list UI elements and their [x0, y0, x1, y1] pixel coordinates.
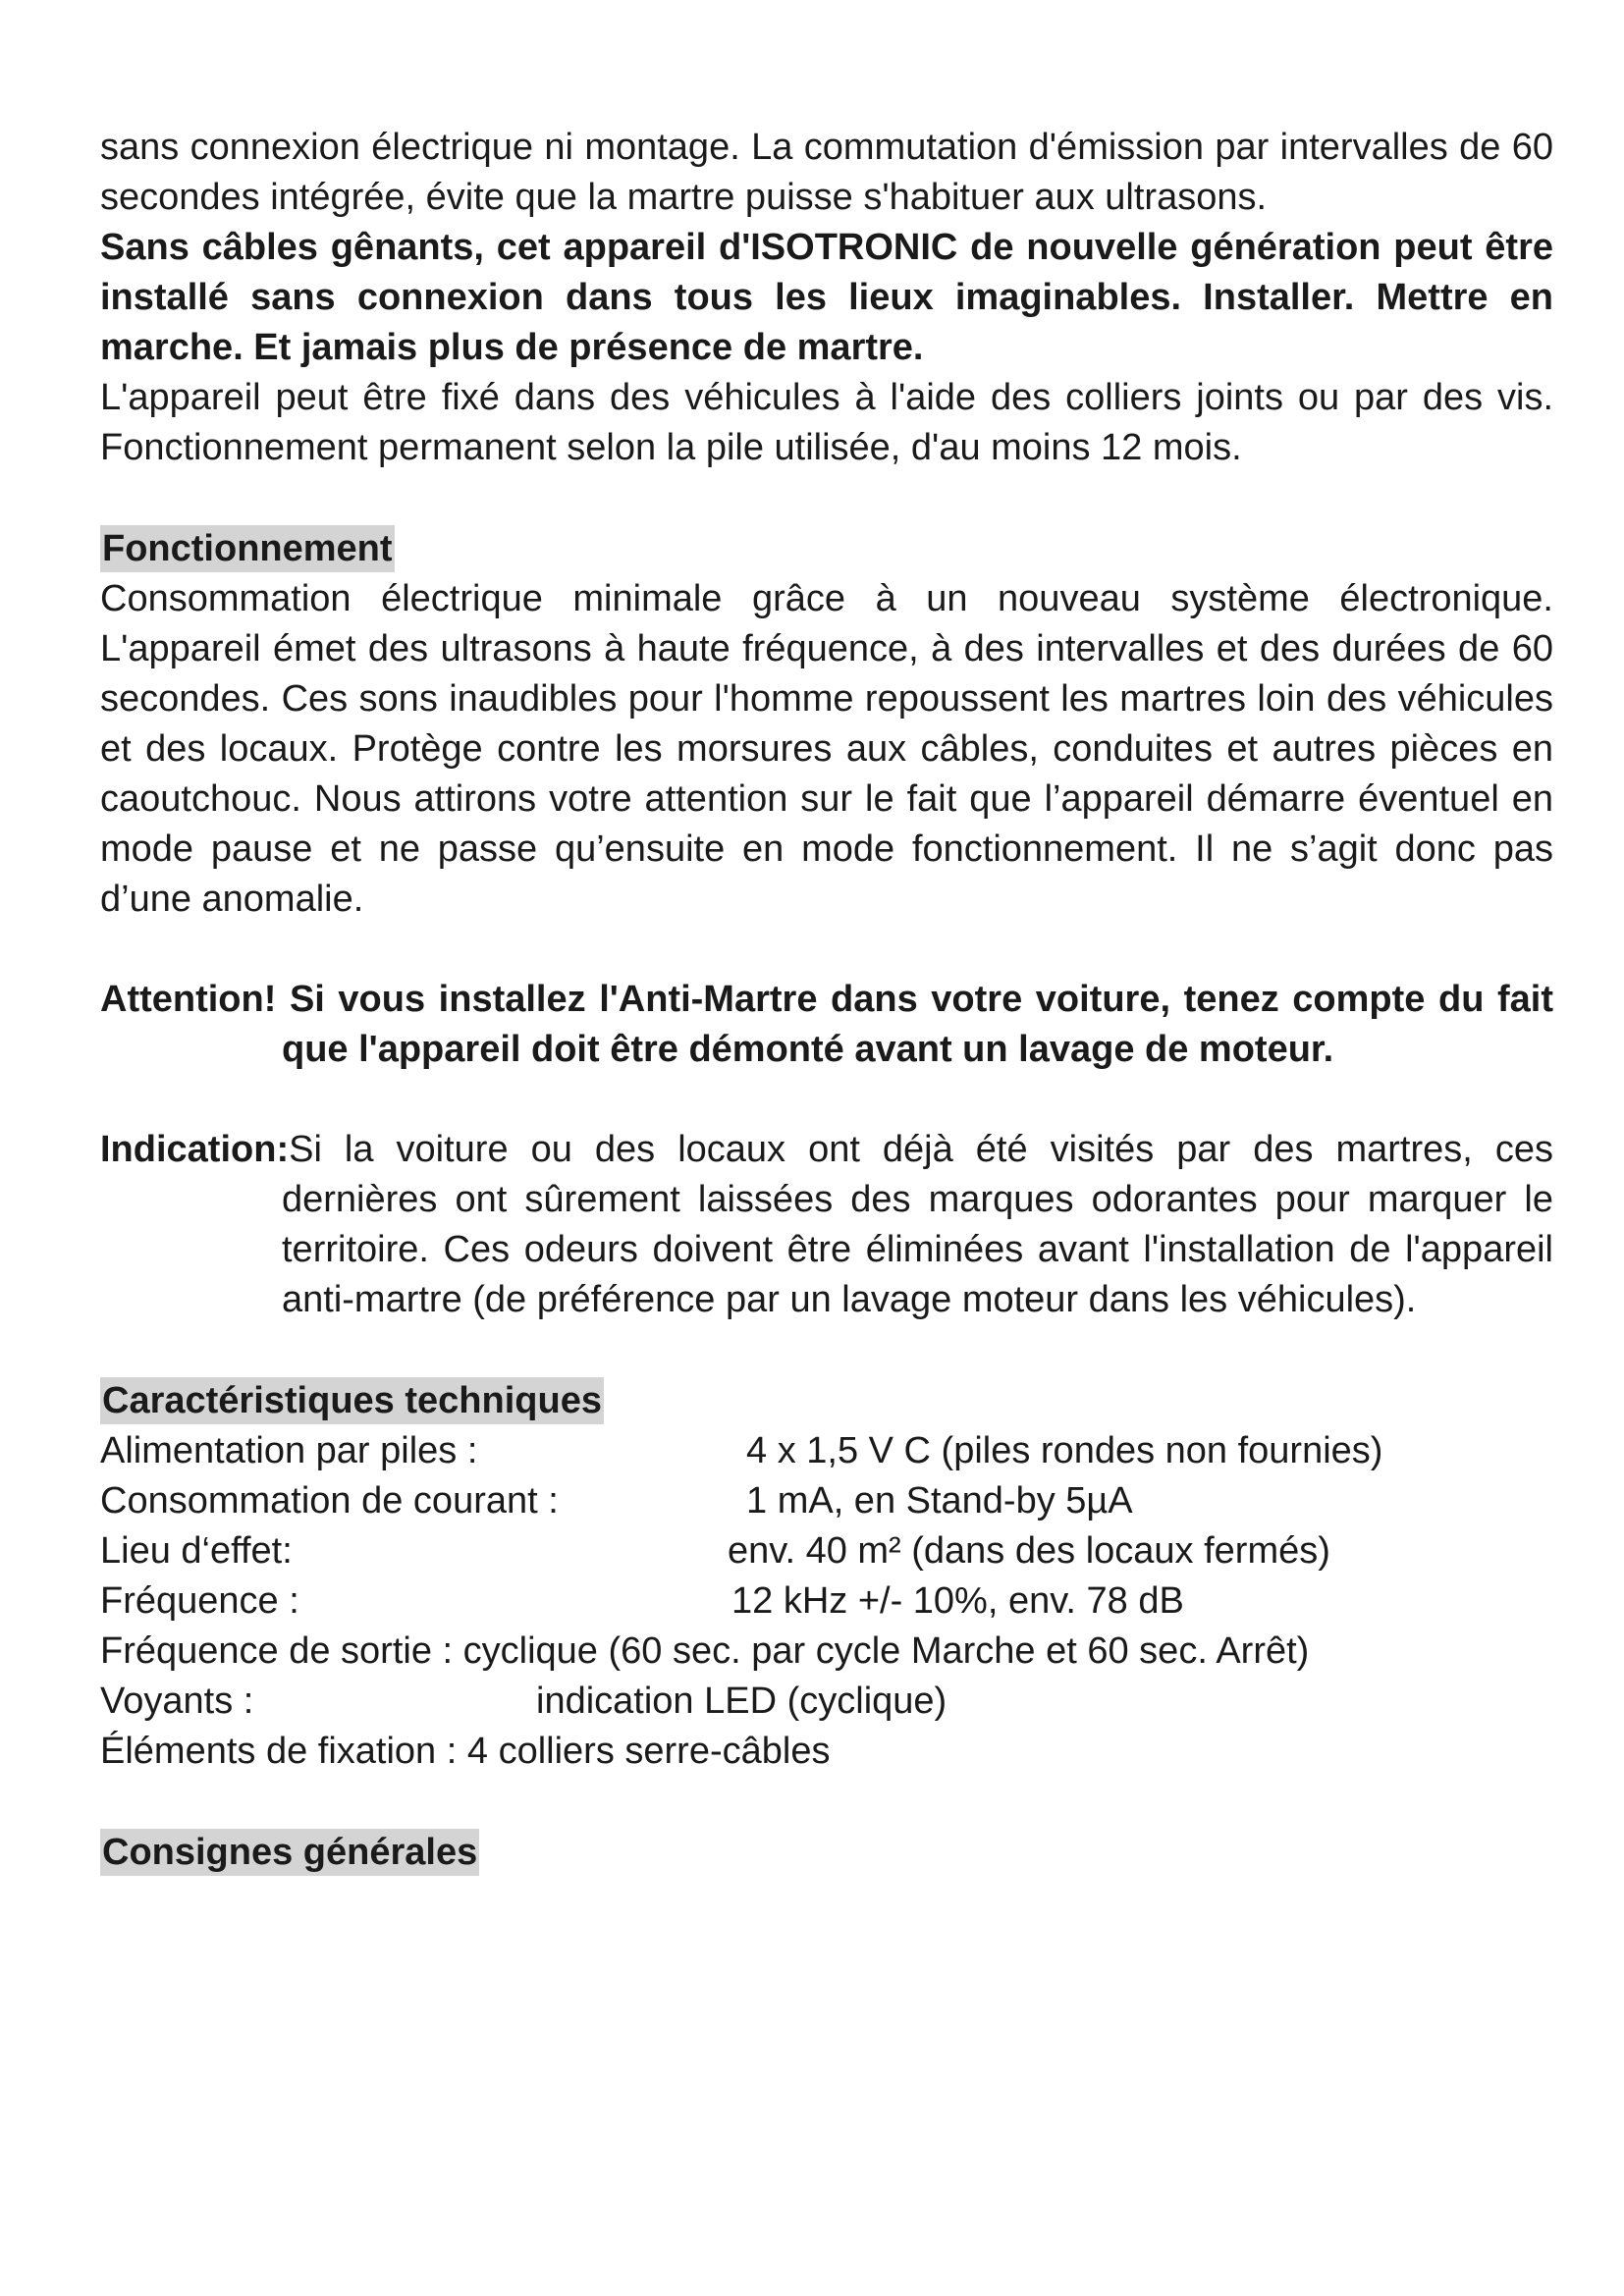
spec-value: env. 40 m² (dans des locaux fermés) — [728, 1530, 1330, 1572]
spacer — [100, 1325, 1553, 1375]
heading-specs: Caractéristiques techniques — [100, 1377, 604, 1424]
spec-label: Voyants : — [100, 1681, 254, 1722]
spec-label: Fréquence de sortie : — [100, 1630, 454, 1672]
spec-value: 12 kHz +/- 10%, env. 78 dB — [731, 1580, 1184, 1622]
fonctionnement-text: Consommation électrique minimale grâce à un nouveau système électronique. L'appareil émet des ultrasons à haute fréquence, à des intervalles et des durées de 60 secondes. Ces sons inaudibles pour l'homme repoussent les martres loin des véhicules et des locaux. Protège contre les morsures aux câbles, conduites et autres pièces en caoutchouc. Nous attirons votre attention sur le fait que l’appareil démarre éventuel en mode pause et ne passe qu’ensuite en mode fonctionnement. Il ne s’agit donc pas d’une anomalie. — [100, 578, 1553, 920]
attention-note: Attention! Si vous installez l'Anti-Martre dans votre voiture, tenez compte du fait que l'appareil doit être démonté avant un lavage de moteur. — [100, 979, 1553, 1070]
installation-paragraph: L'appareil peut être fixé dans des véhicules à l'aide des colliers joints ou par des vis. Fonctionnement permanent selon la pile utilisée, d'au moins 12 mois. — [100, 377, 1553, 468]
indication-note — [100, 1125, 1553, 1325]
spec-value: 1 mA, en Stand-by 5µA — [746, 1480, 1133, 1522]
indication-text: Si la voiture ou des locaux ont déjà été visités par des martres, ces dernières ont sûrement laissées des marques odorantes pour marquer le territoire. Ces odeurs doivent être éliminées avant l'installation de l'appareil anti-martre (de préférence par un lavage moteur dans les véhicules). — [282, 1129, 1553, 1320]
spec-row — [100, 1677, 1553, 1727]
spec-row — [100, 1576, 1553, 1627]
spec-value: indication LED (cyclique) — [536, 1681, 947, 1722]
spec-row — [100, 1426, 1553, 1476]
intro-bold-paragraph: Sans câbles gênants, cet appareil d'ISOTRONIC de nouvelle génération peut être installé sans connexion dans tous les lieux imaginables. Installer. Mettre en marche. Et jamais plus de présence de martre. — [100, 227, 1553, 368]
spec-label: Lieu d‘effet: — [100, 1530, 293, 1572]
indication-label: Indication: — [100, 1129, 290, 1170]
spec-label: Alimentation par piles : — [100, 1430, 478, 1471]
spec-row — [100, 1727, 1553, 1777]
heading-fonctionnement: Fonctionnement — [100, 525, 395, 572]
document-page — [100, 123, 1553, 1878]
spec-row — [100, 1476, 1553, 1526]
section-consignes — [100, 1827, 1553, 1878]
spec-value: 4 colliers serre-câbles — [466, 1731, 831, 1772]
spec-label: Consommation de courant : — [100, 1480, 559, 1522]
spacer — [100, 473, 1553, 523]
spec-row — [100, 1526, 1553, 1576]
spec-row — [100, 1627, 1553, 1677]
spec-label: Fréquence : — [100, 1580, 299, 1622]
intro-paragraph: sans connexion électrique ni montage. La commutation d'émission par intervalles de 60 secondes intégrée, évite que la martre puisse s'habituer aux ultrasons. — [100, 127, 1553, 218]
spec-label: Éléments de fixation : — [100, 1731, 458, 1772]
heading-consignes: Consignes générales — [100, 1829, 479, 1876]
spacer — [100, 1075, 1553, 1125]
section-specs — [100, 1375, 1553, 1777]
spec-value: 4 x 1,5 V C (piles rondes non fournies) — [746, 1430, 1383, 1471]
spacer — [100, 1777, 1553, 1827]
spec-value: cyclique (60 sec. par cycle Marche et 60 sec. Arrêt) — [462, 1630, 1310, 1672]
section-fonctionnement — [100, 523, 1553, 925]
spacer — [100, 925, 1553, 975]
